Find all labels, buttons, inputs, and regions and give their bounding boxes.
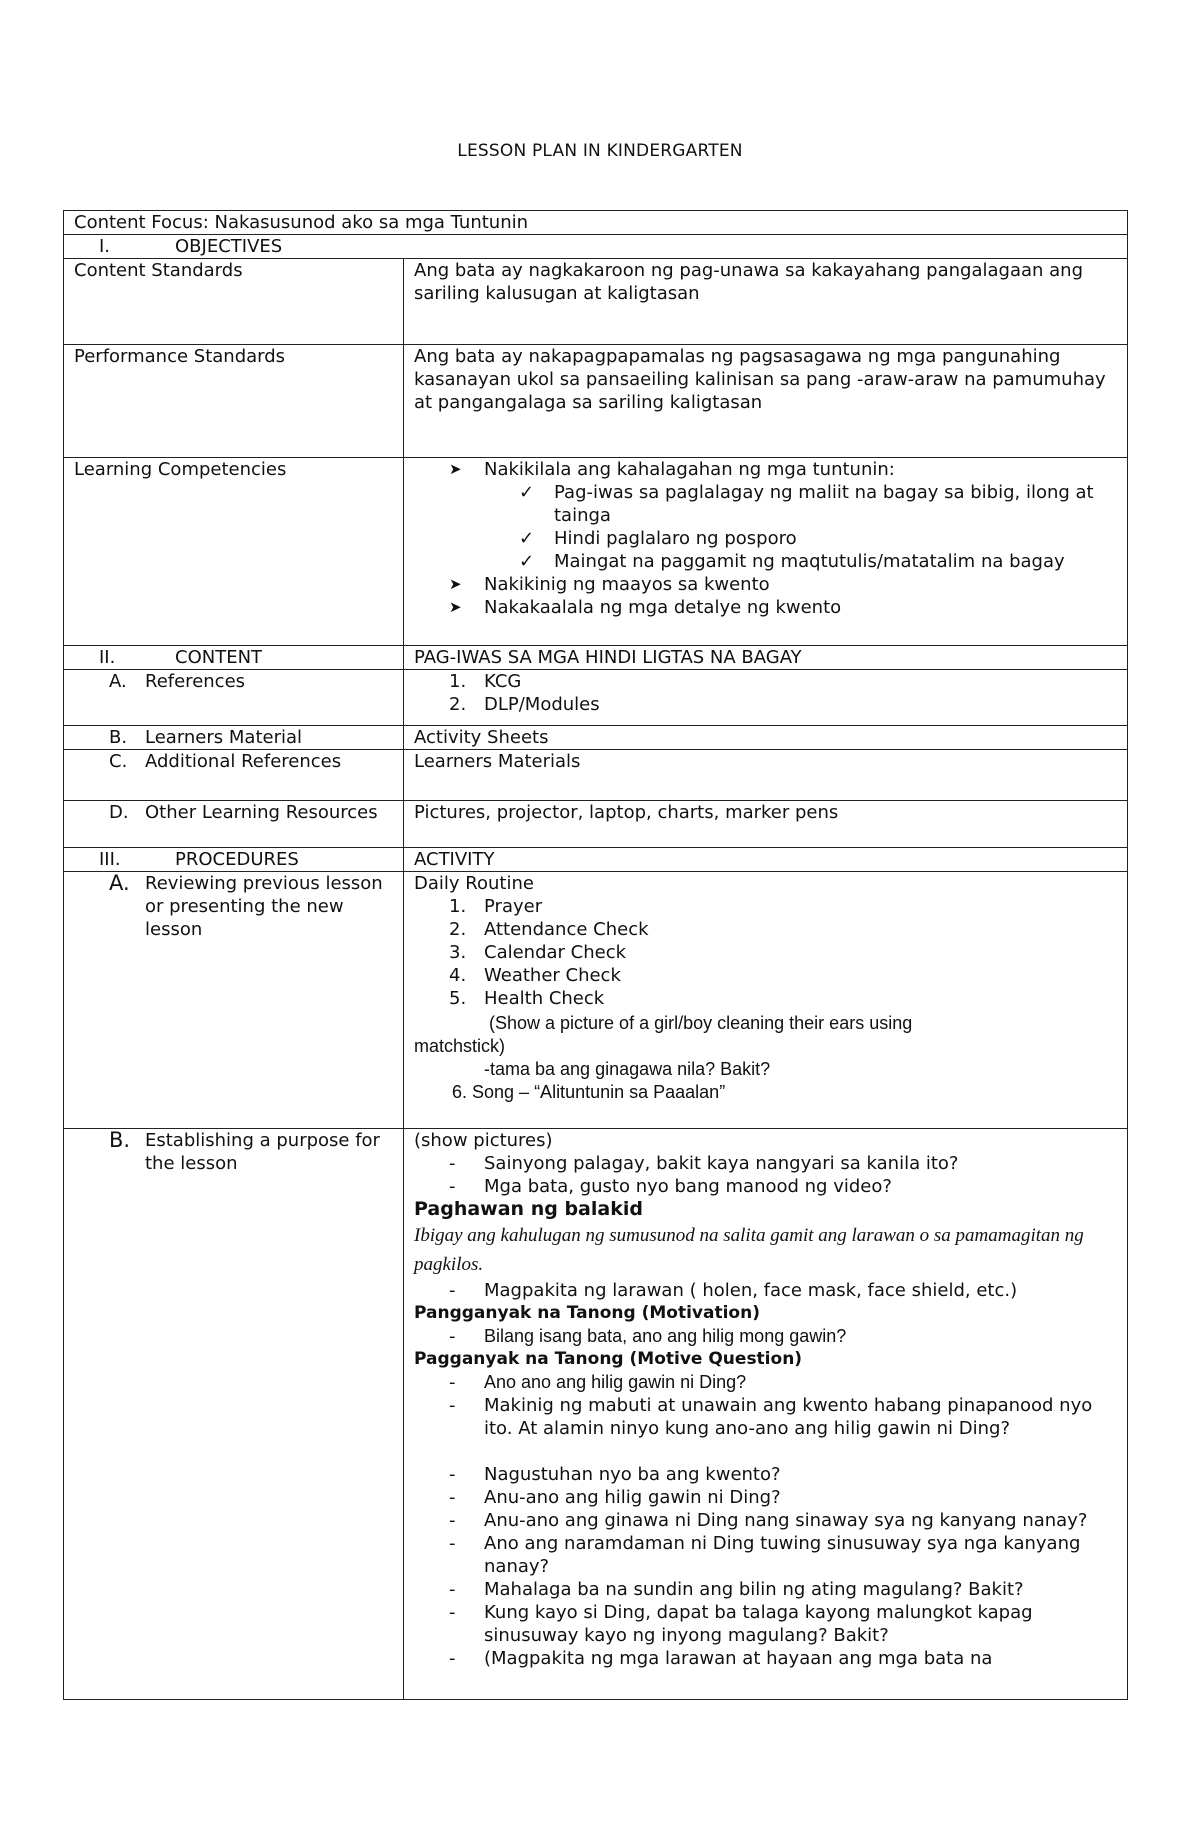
arrow-bullet-icon: ➤: [449, 460, 462, 478]
other-resources-letter: D.: [109, 802, 129, 823]
question-text: Mahalaga ba na sundin ang bilin ng ating magulang? Bakit?: [484, 1579, 1024, 1600]
proc-a-label: Reviewing previous lesson or presenting the new lesson: [145, 873, 383, 940]
question-text: Sainyong palagay, bakit kaya nangyari sa kanila ito?: [484, 1153, 959, 1174]
routine-item: 3. Calendar Check: [449, 942, 627, 963]
performance-standards-label: Performance Standards: [64, 345, 404, 458]
procedures-label: PROCEDURES: [175, 849, 299, 870]
objectives-num: I.: [99, 236, 111, 257]
proc-b-letter: B.: [109, 1128, 131, 1152]
question-text: (Magpakita ng mga larawan at hayaan ang mga bata na: [484, 1648, 993, 1669]
competency-subitem: [414, 481, 1117, 527]
paghawan-heading: Paghawan ng balakid: [414, 1198, 643, 1220]
question-item: - Ano ang naramdaman ni Ding tuwing sinusuway sya nga kanyang nanay?: [414, 1532, 1117, 1578]
competency-subitem-text: Hindi paglalaro ng posporo: [554, 528, 797, 549]
question-text: Makinig ng mabuti at unawain ang kwento habang pinapanood nyo ito. At alamin ninyo kung ano-ano ang hilig gawin ni Ding?: [484, 1395, 1093, 1439]
question-item: - Ano ano ang hilig gawin ni Ding?: [414, 1371, 1117, 1394]
reference-text: KCG: [484, 671, 522, 692]
question-text: Kung kayo si Ding, dapat ba talaga kayong malungkot kapag sinusuway kayo ng inyong magulang? Bakit?: [484, 1602, 1033, 1646]
reference-text: DLP/Modules: [484, 694, 600, 715]
routine-song: 6. Song – “Alituntunin sa Paaalan”: [452, 1082, 726, 1102]
arrow-bullet-icon: ➤: [449, 598, 462, 616]
content-value: PAG-IWAS SA MGA HINDI LIGTAS NA BAGAY: [404, 646, 1128, 670]
question-item: - Anu-ano ang ginawa ni Ding nang sinaway sya ng kanyang nanay?: [414, 1509, 1117, 1532]
proc-a-content: [404, 872, 1128, 1129]
lesson-plan-table: [63, 210, 1128, 1700]
routine-text: Health Check: [484, 988, 605, 1009]
arrow-bullet-icon: ➤: [449, 575, 462, 593]
question-text: Anu-ano ang ginawa ni Ding nang sinaway sya ng kanyang nanay?: [484, 1510, 1088, 1531]
question-item: - Makinig ng mabuti at unawain ang kwento habang pinapanood nyo ito. At alamin ninyo kung ano-ano ang hilig gawin ni Ding?: [414, 1394, 1117, 1440]
question-text: Magpakita ng larawan ( holen, face mask, face shield, etc.): [484, 1280, 1018, 1301]
question-text: Mga bata, gusto nyo bang manood ng video?: [484, 1176, 892, 1197]
document-title: LESSON PLAN IN KINDERGARTEN: [457, 141, 743, 161]
routine-question: -tama ba ang ginagawa nila? Bakit?: [484, 1059, 771, 1079]
content-standards-row: [64, 259, 1128, 345]
objectives-row: [64, 235, 1128, 259]
references-label-cell: [64, 670, 404, 726]
objectives-label: OBJECTIVES: [175, 236, 283, 257]
routine-note: (Show a picture of a girl/boy cleaning their ears using: [489, 1013, 913, 1033]
additional-references-value: Learners Materials: [404, 750, 1128, 801]
check-icon: ✓: [519, 482, 535, 503]
content-focus: Content Focus: Nakasusunod ako sa mga Tuntunin: [64, 211, 1128, 235]
learning-competencies-label: Learning Competencies: [64, 458, 404, 646]
question-text: Bilang isang bata, ano ang hilig mong gawin?: [484, 1326, 847, 1346]
question-item: - Magpakita ng larawan ( holen, face mask, face shield, etc.): [414, 1279, 1117, 1302]
learners-material-row: [64, 726, 1128, 750]
other-resources-label: Other Learning Resources: [145, 802, 378, 823]
routine-text: Prayer: [484, 896, 543, 917]
references-label: References: [145, 671, 246, 692]
question-item: - Sainyong palagay, bakit kaya nangyari sa kanila ito?: [414, 1152, 1117, 1175]
content-heading: [64, 646, 404, 670]
question-text: Nagustuhan nyo ba ang kwento?: [484, 1464, 781, 1485]
competency-item: [414, 573, 1117, 596]
proc-b-label: Establishing a purpose for the lesson: [145, 1130, 380, 1174]
additional-references-label: Additional References: [145, 751, 342, 772]
question-item: - Nagustuhan nyo ba ang kwento?: [414, 1463, 1117, 1486]
learning-competencies-row: [64, 458, 1128, 646]
other-resources-label-cell: [64, 801, 404, 848]
routine-note-cont: matchstick): [414, 1036, 506, 1056]
procedures-value: ACTIVITY: [404, 848, 1128, 872]
routine-item: 5. Health Check: [449, 988, 605, 1009]
check-icon: ✓: [519, 528, 535, 549]
proc-a-letter: A.: [109, 871, 130, 895]
routine-text: Calendar Check: [484, 942, 627, 963]
competency-subitem: [414, 527, 1117, 550]
competency-text: Nakakaalala ng mga detalye ng kwento: [484, 597, 842, 618]
performance-standards-text: Ang bata ay nakapagpapamalas ng pagsasagawa ng mga pangunahing kasanayan ukol sa pansaeiling kalinisan sa pang -araw-araw na pamumuhay at pangangalaga sa sariling kaligtasan: [404, 345, 1128, 458]
reference-item: 2. DLP/Modules: [449, 694, 600, 715]
competency-subitem-text: Maingat na paggamit ng maqtutulis/matatalim na bagay: [554, 551, 1065, 572]
check-icon: ✓: [519, 551, 535, 572]
learners-material-letter: B.: [109, 727, 128, 748]
content-num: II.: [99, 647, 116, 668]
question-item: - Bilang isang bata, ano ang hilig mong gawin?: [414, 1325, 1117, 1348]
procedures-row: [64, 848, 1128, 872]
question-item: - Mga bata, gusto nyo bang manood ng video?: [414, 1175, 1117, 1198]
routine-item: 1. Prayer: [449, 896, 543, 917]
competency-text: Nakikinig ng maayos sa kwento: [484, 574, 770, 595]
proc-a-row: [64, 872, 1128, 1129]
proc-a-label-cell: [64, 872, 404, 1129]
question-text: Anu-ano ang hilig gawin ni Ding?: [484, 1487, 781, 1508]
references-letter: A.: [109, 671, 127, 692]
show-pictures: (show pictures): [414, 1130, 553, 1151]
procedures-heading: [64, 848, 404, 872]
proc-b-label-cell: [64, 1129, 404, 1700]
competency-subitem-text: Pag-iwas sa paglalagay ng maliit na bagay sa bibig, ilong at tainga: [554, 482, 1094, 526]
learners-material-label: Learners Material: [145, 727, 303, 748]
performance-standards-row: [64, 345, 1128, 458]
reference-item: 1. KCG: [449, 671, 522, 692]
content-standards-label: Content Standards: [64, 259, 404, 345]
additional-references-row: [64, 750, 1128, 801]
question-item: - Anu-ano ang hilig gawin ni Ding?: [414, 1486, 1117, 1509]
additional-references-label-cell: [64, 750, 404, 801]
other-resources-row: [64, 801, 1128, 848]
other-resources-value: Pictures, projector, laptop, charts, marker pens: [404, 801, 1128, 848]
question-text: Ano ang naramdaman ni Ding tuwing sinusuway sya nga kanyang nanay?: [484, 1533, 1081, 1577]
question-item: - (Magpakita ng mga larawan at hayaan ang mga bata na: [414, 1647, 1117, 1670]
learners-material-value: Activity Sheets: [404, 726, 1128, 750]
question-item: - Mahalaga ba na sundin ang bilin ng ating magulang? Bakit?: [414, 1578, 1117, 1601]
content-focus-row: [64, 211, 1128, 235]
references-list: [404, 670, 1128, 726]
proc-b-row: [64, 1129, 1128, 1700]
content-row: [64, 646, 1128, 670]
references-row: [64, 670, 1128, 726]
objectives-heading: [64, 235, 1128, 259]
content-standards-text: Ang bata ay nagkakaroon ng pag-unawa sa kakayahang pangalagaan ang sariling kalusugan at kaligtasan: [404, 259, 1128, 345]
routine-text: Attendance Check: [484, 919, 649, 940]
competency-subitem: [414, 550, 1117, 573]
competency-item: [414, 596, 1117, 619]
additional-references-letter: C.: [109, 751, 128, 772]
question-item: - Kung kayo si Ding, dapat ba talaga kayong malungkot kapag sinusuway kayo ng inyong magulang? Bakit?: [414, 1601, 1117, 1647]
procedures-num: III.: [99, 849, 121, 870]
competency-item: [414, 458, 1117, 481]
routine-item: 4. Weather Check: [449, 965, 621, 986]
daily-routine-heading: Daily Routine: [414, 873, 534, 894]
paghawan-instruction: Ibigay ang kahulugan ng sumusunod na salita gamit ang larawan o sa pamamagitan ng pagkilos.: [414, 1225, 1084, 1275]
question-text: Ano ano ang hilig gawin ni Ding?: [484, 1372, 747, 1392]
motive-question-heading: Pagganyak na Tanong (Motive Question): [414, 1349, 803, 1369]
proc-b-content: [404, 1129, 1128, 1700]
spacer: [414, 1440, 1117, 1463]
competency-text: Nakikilala ang kahalagahan ng mga tuntunin:: [484, 459, 895, 480]
content-label: CONTENT: [175, 647, 263, 668]
routine-item: 2. Attendance Check: [449, 919, 649, 940]
learning-competencies-list: [404, 458, 1128, 646]
motivation-heading: Pangganyak na Tanong (Motivation): [414, 1303, 760, 1323]
routine-text: Weather Check: [484, 965, 621, 986]
learners-material-label-cell: [64, 726, 404, 750]
